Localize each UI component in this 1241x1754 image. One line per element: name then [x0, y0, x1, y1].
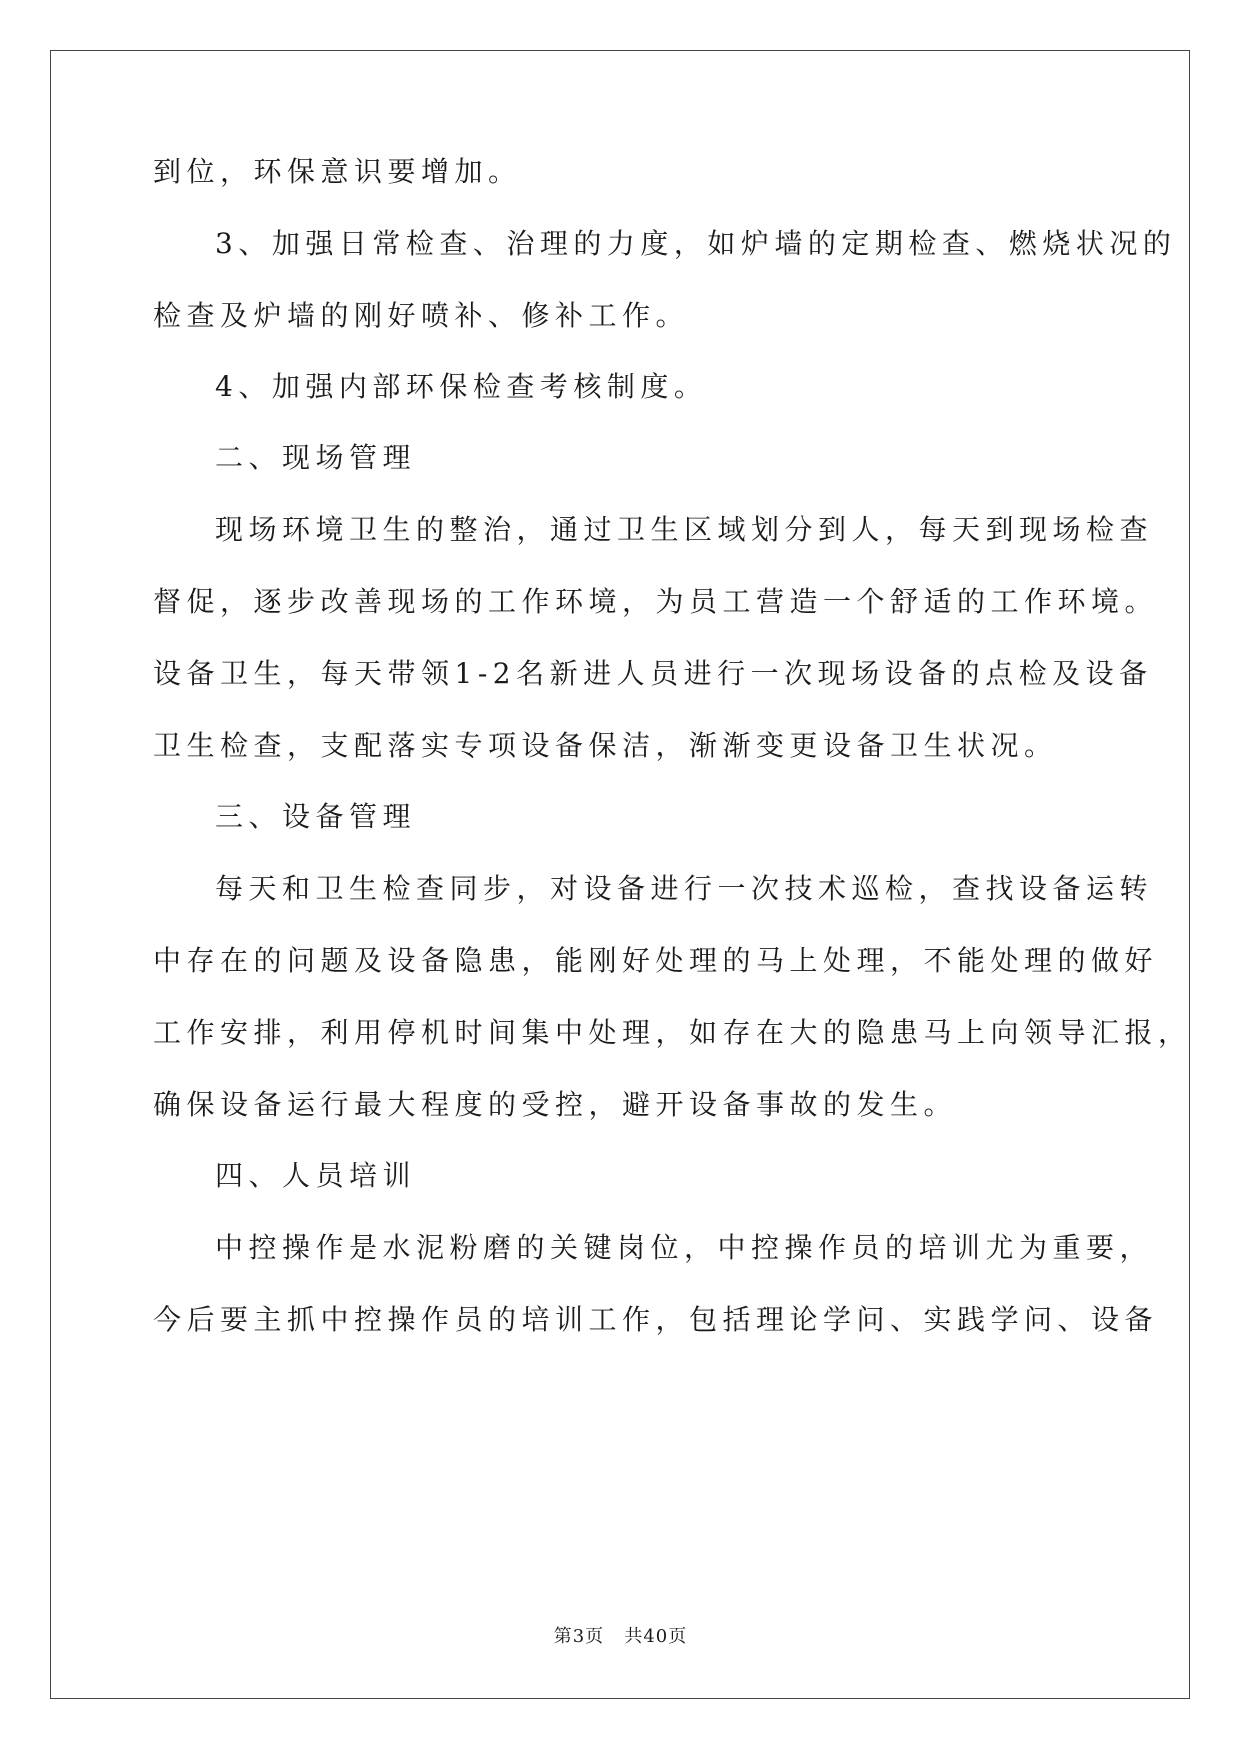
- body-line: 工作安排，利用停机时间集中处理，如存在大的隐患马上向领导汇报，: [153, 1016, 1192, 1049]
- section-heading: 四、人员培训: [215, 1159, 417, 1192]
- page-number-footer: 第3页 共40页: [553, 1626, 688, 1647]
- body-line: 检查及炉墙的刚好喷补、修补工作。: [153, 299, 690, 332]
- body-line: 中控操作是水泥粉磨的关键岗位，中控操作员的培训尤为重要，: [215, 1231, 1154, 1264]
- section-heading: 三、设备管理: [215, 800, 417, 833]
- body-line: 到位，环保意识要增加。: [153, 155, 522, 188]
- body-line: 设备卫生，每天带领1-2名新进人员进行一次现场设备的点检及设备: [153, 657, 1153, 690]
- body-line: 3、加强日常检查、治理的力度，如炉墙的定期检查、燃烧状况的: [215, 227, 1177, 260]
- body-line: 确保设备运行最大程度的受控，避开设备事故的发生。: [153, 1088, 958, 1121]
- body-line: 中存在的问题及设备隐患，能刚好处理的马上处理，不能处理的做好: [153, 944, 1159, 977]
- body-line: 今后要主抓中控操作员的培训工作，包括理论学问、实践学问、设备: [153, 1303, 1159, 1336]
- body-line: 卫生检查，支配落实专项设备保洁，渐渐变更设备卫生状况。: [153, 729, 1058, 762]
- body-line: 4、加强内部环保检查考核制度。: [215, 370, 708, 403]
- body-line: 现场环境卫生的整治，通过卫生区域划分到人，每天到现场检查: [215, 513, 1154, 546]
- body-line: 督促，逐步改善现场的工作环境，为员工营造一个舒适的工作环境。: [153, 585, 1159, 618]
- body-line: 每天和卫生检查同步，对设备进行一次技术巡检，查找设备运转: [215, 872, 1154, 905]
- section-heading: 二、现场管理: [215, 441, 417, 474]
